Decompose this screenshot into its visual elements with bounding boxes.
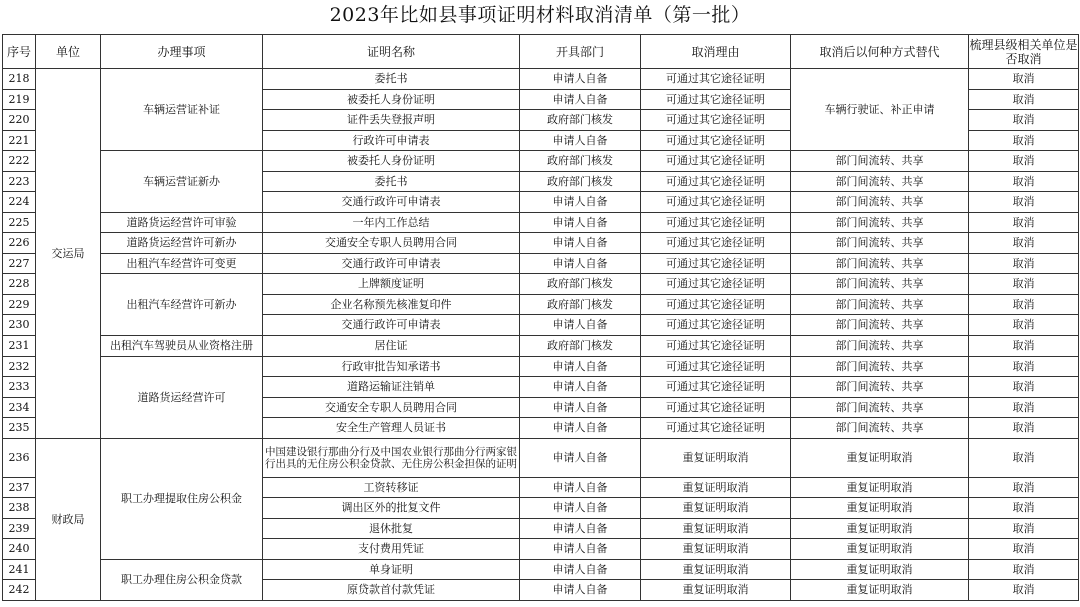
row-no: 235 bbox=[3, 418, 36, 439]
cert-cell: 委托书 bbox=[263, 171, 520, 192]
row-no: 228 bbox=[3, 274, 36, 295]
cancel-cell: 取消 bbox=[969, 253, 1079, 274]
cancel-cell: 取消 bbox=[969, 110, 1079, 131]
cancel-cell: 取消 bbox=[969, 418, 1079, 439]
reason-cell: 可通过其它途径证明 bbox=[641, 274, 791, 295]
row-no: 233 bbox=[3, 377, 36, 398]
cancel-cell: 取消 bbox=[969, 559, 1079, 580]
header-no: 序号 bbox=[3, 35, 36, 69]
replace-cell: 重复证明取消 bbox=[791, 438, 969, 477]
replace-cell: 重复证明取消 bbox=[791, 580, 969, 601]
cert-cell: 一年内工作总结 bbox=[263, 212, 520, 233]
cert-cell: 被委托人身份证明 bbox=[263, 151, 520, 172]
reason-cell: 重复证明取消 bbox=[641, 438, 791, 477]
cancel-cell: 取消 bbox=[969, 498, 1079, 519]
reason-cell: 重复证明取消 bbox=[641, 580, 791, 601]
reason-cell: 可通过其它途径证明 bbox=[641, 233, 791, 254]
cert-cell: 证件丢失登报声明 bbox=[263, 110, 520, 131]
replace-cell: 重复证明取消 bbox=[791, 518, 969, 539]
unit-cell: 财政局 bbox=[36, 438, 101, 600]
row-no: 225 bbox=[3, 212, 36, 233]
dept-cell: 政府部门核发 bbox=[520, 274, 641, 295]
cancel-cell: 取消 bbox=[969, 212, 1079, 233]
reason-cell: 可通过其它途径证明 bbox=[641, 294, 791, 315]
cert-cell: 工资转移证 bbox=[263, 477, 520, 498]
header-dept: 开具部门 bbox=[520, 35, 641, 69]
cert-cell: 上牌额度证明 bbox=[263, 274, 520, 295]
row-no: 236 bbox=[3, 438, 36, 477]
row-no: 231 bbox=[3, 335, 36, 356]
item-cell: 道路货运经营许可新办 bbox=[101, 233, 263, 254]
page-title: 2023年比如县事项证明材料取消清单（第一批） bbox=[329, 4, 751, 26]
dept-cell: 申请人自备 bbox=[520, 192, 641, 213]
reason-cell: 重复证明取消 bbox=[641, 559, 791, 580]
cancel-cell: 取消 bbox=[969, 518, 1079, 539]
cert-cell: 安全生产管理人员证书 bbox=[263, 418, 520, 439]
row-no: 223 bbox=[3, 171, 36, 192]
replace-cell: 部门间流转、共享 bbox=[791, 192, 969, 213]
item-cell: 职工办理提取住房公积金 bbox=[101, 438, 263, 559]
cancel-cell: 取消 bbox=[969, 335, 1079, 356]
cancel-cell: 取消 bbox=[969, 315, 1079, 336]
dept-cell: 政府部门核发 bbox=[520, 171, 641, 192]
cert-cell: 被委托人身份证明 bbox=[263, 89, 520, 110]
replace-cell: 部门间流转、共享 bbox=[791, 356, 969, 377]
row-no: 227 bbox=[3, 253, 36, 274]
replace-cell: 部门间流转、共享 bbox=[791, 274, 969, 295]
cancel-cell: 取消 bbox=[969, 438, 1079, 477]
dept-cell: 申请人自备 bbox=[520, 212, 641, 233]
cancel-cell: 取消 bbox=[969, 130, 1079, 151]
replace-cell: 部门间流转、共享 bbox=[791, 171, 969, 192]
reason-cell: 可通过其它途径证明 bbox=[641, 212, 791, 233]
cert-cell: 企业名称预先核准复印件 bbox=[263, 294, 520, 315]
row-no: 230 bbox=[3, 315, 36, 336]
dept-cell: 申请人自备 bbox=[520, 418, 641, 439]
dept-cell: 申请人自备 bbox=[520, 397, 641, 418]
dept-cell: 申请人自备 bbox=[520, 559, 641, 580]
cert-cell: 支付费用凭证 bbox=[263, 539, 520, 560]
row-no: 238 bbox=[3, 498, 36, 519]
dept-cell: 政府部门核发 bbox=[520, 294, 641, 315]
cancel-cell: 取消 bbox=[969, 397, 1079, 418]
cert-cell: 道路运输证注销单 bbox=[263, 377, 520, 398]
dept-cell: 申请人自备 bbox=[520, 253, 641, 274]
dept-cell: 申请人自备 bbox=[520, 498, 641, 519]
replace-cell: 部门间流转、共享 bbox=[791, 151, 969, 172]
dept-cell: 申请人自备 bbox=[520, 518, 641, 539]
row-no: 222 bbox=[3, 151, 36, 172]
reason-cell: 可通过其它途径证明 bbox=[641, 315, 791, 336]
cert-cell: 行政许可申请表 bbox=[263, 130, 520, 151]
table-row bbox=[3, 151, 1079, 172]
table-row bbox=[3, 212, 1079, 233]
cert-cell: 调出区外的批复文件 bbox=[263, 498, 520, 519]
cert-cell: 交通安全专职人员聘用合同 bbox=[263, 233, 520, 254]
row-no: 226 bbox=[3, 233, 36, 254]
reason-cell: 可通过其它途径证明 bbox=[641, 253, 791, 274]
cancel-cell: 取消 bbox=[969, 151, 1079, 172]
cancel-cell: 取消 bbox=[969, 274, 1079, 295]
dept-cell: 申请人自备 bbox=[520, 69, 641, 90]
table-row bbox=[3, 69, 1079, 90]
cert-cell: 原贷款首付款凭证 bbox=[263, 580, 520, 601]
dept-cell: 申请人自备 bbox=[520, 315, 641, 336]
cert-cell: 委托书 bbox=[263, 69, 520, 90]
table-row bbox=[3, 335, 1079, 356]
replace-cell: 部门间流转、共享 bbox=[791, 233, 969, 254]
row-no: 241 bbox=[3, 559, 36, 580]
table-row bbox=[3, 233, 1079, 254]
item-cell: 出租汽车驾驶员从业资格注册 bbox=[101, 335, 263, 356]
replace-cell: 车辆行驶证、补正申请 bbox=[791, 69, 969, 151]
header-unit: 单位 bbox=[36, 35, 101, 69]
row-no: 224 bbox=[3, 192, 36, 213]
replace-cell: 部门间流转、共享 bbox=[791, 377, 969, 398]
replace-cell: 部门间流转、共享 bbox=[791, 397, 969, 418]
reason-cell: 可通过其它途径证明 bbox=[641, 110, 791, 131]
reason-cell: 可通过其它途径证明 bbox=[641, 192, 791, 213]
dept-cell: 申请人自备 bbox=[520, 130, 641, 151]
replace-cell: 重复证明取消 bbox=[791, 477, 969, 498]
dept-cell: 申请人自备 bbox=[520, 356, 641, 377]
table-row bbox=[3, 253, 1079, 274]
item-cell: 职工办理住房公积金贷款 bbox=[101, 559, 263, 600]
reason-cell: 可通过其它途径证明 bbox=[641, 418, 791, 439]
reason-cell: 可通过其它途径证明 bbox=[641, 151, 791, 172]
row-no: 234 bbox=[3, 397, 36, 418]
cancel-cell: 取消 bbox=[969, 477, 1079, 498]
row-no: 232 bbox=[3, 356, 36, 377]
dept-cell: 申请人自备 bbox=[520, 539, 641, 560]
reason-cell: 重复证明取消 bbox=[641, 498, 791, 519]
reason-cell: 可通过其它途径证明 bbox=[641, 356, 791, 377]
replace-cell: 部门间流转、共享 bbox=[791, 315, 969, 336]
header-item: 办理事项 bbox=[101, 35, 263, 69]
reason-cell: 可通过其它途径证明 bbox=[641, 130, 791, 151]
cert-cell: 居住证 bbox=[263, 335, 520, 356]
row-no: 240 bbox=[3, 539, 36, 560]
dept-cell: 政府部门核发 bbox=[520, 110, 641, 131]
replace-cell: 重复证明取消 bbox=[791, 539, 969, 560]
header-cert: 证明名称 bbox=[263, 35, 520, 69]
dept-cell: 政府部门核发 bbox=[520, 151, 641, 172]
dept-cell: 政府部门核发 bbox=[520, 335, 641, 356]
item-cell: 车辆运营证补证 bbox=[101, 69, 263, 151]
cancel-cell: 取消 bbox=[969, 171, 1079, 192]
cancel-cell: 取消 bbox=[969, 377, 1079, 398]
row-no: 218 bbox=[3, 69, 36, 90]
cert-cell: 单身证明 bbox=[263, 559, 520, 580]
item-cell: 道路货运经营许可审验 bbox=[101, 212, 263, 233]
cancel-cell: 取消 bbox=[969, 294, 1079, 315]
row-no: 220 bbox=[3, 110, 36, 131]
cancel-cell: 取消 bbox=[969, 233, 1079, 254]
cert-cell: 退休批复 bbox=[263, 518, 520, 539]
reason-cell: 重复证明取消 bbox=[641, 477, 791, 498]
dept-cell: 申请人自备 bbox=[520, 438, 641, 477]
table-row bbox=[3, 559, 1079, 580]
item-cell: 出租汽车经营许可新办 bbox=[101, 274, 263, 336]
cancel-cell: 取消 bbox=[969, 539, 1079, 560]
replace-cell: 重复证明取消 bbox=[791, 498, 969, 519]
reason-cell: 可通过其它途径证明 bbox=[641, 89, 791, 110]
cert-cell: 交通安全专职人员聘用合同 bbox=[263, 397, 520, 418]
replace-cell: 部门间流转、共享 bbox=[791, 418, 969, 439]
dept-cell: 申请人自备 bbox=[520, 580, 641, 601]
reason-cell: 可通过其它途径证明 bbox=[641, 377, 791, 398]
unit-cell: 交运局 bbox=[36, 69, 101, 439]
dept-cell: 申请人自备 bbox=[520, 377, 641, 398]
cancellation-table bbox=[2, 34, 1079, 601]
dept-cell: 申请人自备 bbox=[520, 233, 641, 254]
header-row bbox=[3, 35, 1079, 69]
cancel-cell: 取消 bbox=[969, 580, 1079, 601]
replace-cell: 重复证明取消 bbox=[791, 559, 969, 580]
row-no: 229 bbox=[3, 294, 36, 315]
table-row bbox=[3, 274, 1079, 295]
reason-cell: 可通过其它途径证明 bbox=[641, 69, 791, 90]
cancel-cell: 取消 bbox=[969, 89, 1079, 110]
replace-cell: 部门间流转、共享 bbox=[791, 335, 969, 356]
reason-cell: 可通过其它途径证明 bbox=[641, 397, 791, 418]
reason-cell: 可通过其它途径证明 bbox=[641, 335, 791, 356]
replace-cell: 部门间流转、共享 bbox=[791, 253, 969, 274]
cancel-cell: 取消 bbox=[969, 192, 1079, 213]
reason-cell: 重复证明取消 bbox=[641, 518, 791, 539]
row-no: 242 bbox=[3, 580, 36, 601]
replace-cell: 部门间流转、共享 bbox=[791, 212, 969, 233]
cert-cell: 交通行政许可申请表 bbox=[263, 315, 520, 336]
item-cell: 道路货运经营许可 bbox=[101, 356, 263, 438]
row-no: 221 bbox=[3, 130, 36, 151]
item-cell: 出租汽车经营许可变更 bbox=[101, 253, 263, 274]
cancel-cell: 取消 bbox=[969, 69, 1079, 90]
row-no: 219 bbox=[3, 89, 36, 110]
reason-cell: 重复证明取消 bbox=[641, 539, 791, 560]
cert-cell: 行政审批告知承诺书 bbox=[263, 356, 520, 377]
row-no: 237 bbox=[3, 477, 36, 498]
header-replace: 取消后以何种方式替代 bbox=[791, 35, 969, 69]
dept-cell: 申请人自备 bbox=[520, 477, 641, 498]
cert-cell: 交通行政许可申请表 bbox=[263, 192, 520, 213]
row-no: 239 bbox=[3, 518, 36, 539]
replace-cell: 部门间流转、共享 bbox=[791, 294, 969, 315]
cancel-cell: 取消 bbox=[969, 356, 1079, 377]
cert-cell: 中国建设银行那曲分行及中国农业银行那曲分行两家银行出具的无住房公积金贷款、无住房公积金担保的证明 bbox=[263, 438, 520, 477]
cert-cell: 交通行政许可申请表 bbox=[263, 253, 520, 274]
table-row bbox=[3, 438, 1079, 477]
header-cancel: 梳理县级相关单位是否取消 bbox=[969, 35, 1079, 69]
reason-cell: 可通过其它途径证明 bbox=[641, 171, 791, 192]
header-reason: 取消理由 bbox=[641, 35, 791, 69]
item-cell: 车辆运营证新办 bbox=[101, 151, 263, 213]
table-row bbox=[3, 356, 1079, 377]
dept-cell: 申请人自备 bbox=[520, 89, 641, 110]
